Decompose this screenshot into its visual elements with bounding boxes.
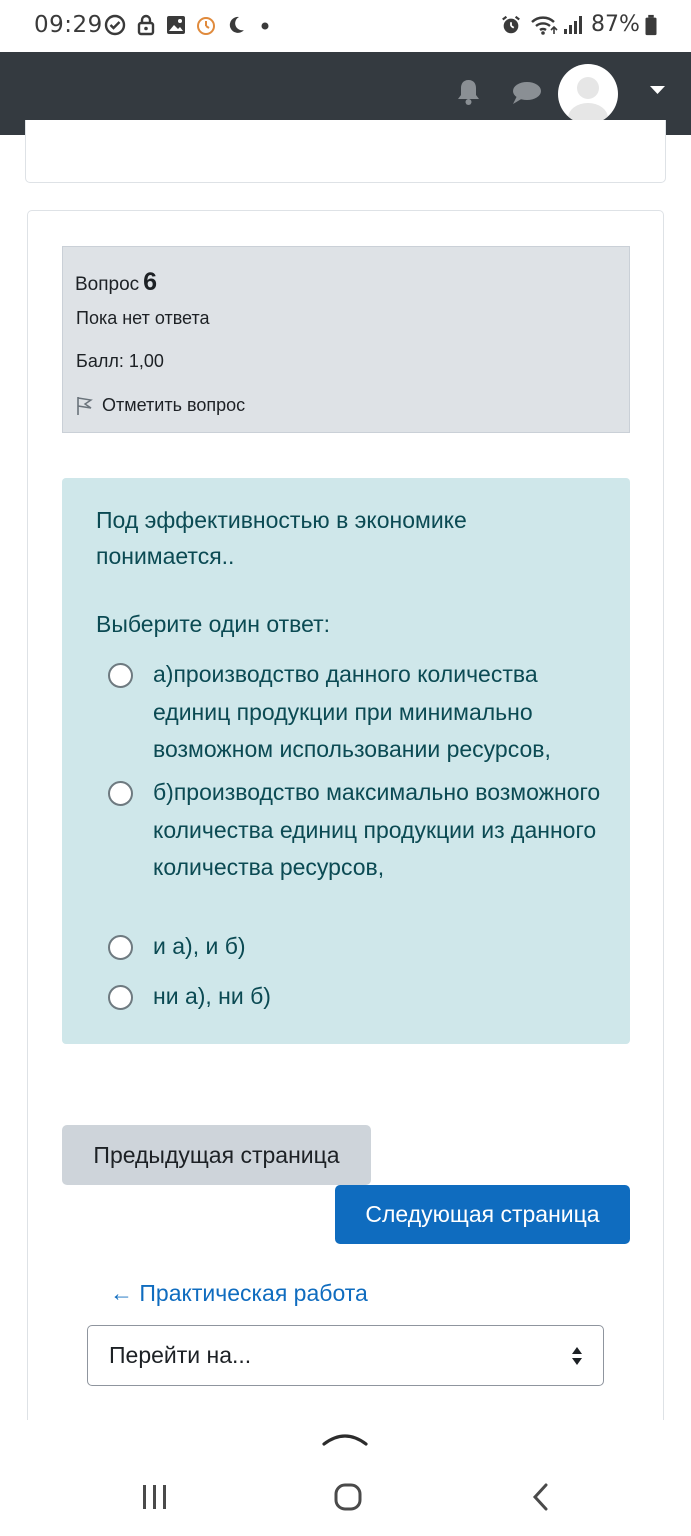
radio-button[interactable] <box>108 663 133 688</box>
battery-level: 87% <box>591 12 640 37</box>
jump-to-select[interactable] <box>87 1325 604 1386</box>
battery-icon <box>643 14 659 36</box>
answer-option-label[interactable]: а)производство данного количества единиц продукции при минимально возможном использовании ресурсов, <box>153 661 551 762</box>
question-number: 6 <box>143 268 158 296</box>
answer-option[interactable] <box>108 660 608 769</box>
answer-option[interactable] <box>108 932 608 966</box>
answer-prompt: Выберите один ответ: <box>96 611 331 637</box>
alarm-icon <box>500 14 522 36</box>
bell-icon[interactable] <box>455 77 482 107</box>
answer-option-label[interactable]: ни а), ни б) <box>153 983 271 1009</box>
signal-icon <box>562 14 584 36</box>
recent-apps-icon[interactable] <box>141 1482 169 1512</box>
next-page-button[interactable]: Следующая страница <box>335 1185 630 1244</box>
select-arrows-icon <box>571 1345 583 1367</box>
jump-to-value: Перейти на... <box>109 1342 252 1368</box>
system-navigation-bar <box>0 1420 691 1536</box>
flag-question-link[interactable] <box>76 395 245 416</box>
home-icon[interactable] <box>333 1482 363 1512</box>
dot-icon <box>256 14 278 36</box>
question-text: Под эффективностью в экономике понимается.. <box>96 507 467 569</box>
radio-button[interactable] <box>108 781 133 806</box>
moon-icon <box>225 14 247 36</box>
answer-option-label[interactable]: б)производство максимально возможного количества единиц продукции из данного количества ресурсов, <box>153 779 601 880</box>
timer-icon <box>195 14 217 36</box>
radio-button[interactable] <box>108 985 133 1010</box>
clock: 09:29 <box>34 12 103 38</box>
chevron-up-icon[interactable] <box>322 1432 368 1446</box>
status-bar <box>0 0 691 52</box>
question-state: Пока нет ответа <box>76 308 210 328</box>
check-circle-icon <box>104 14 126 36</box>
answer-option[interactable] <box>108 982 608 1016</box>
caret-down-icon[interactable] <box>650 86 665 95</box>
image-icon <box>165 14 187 36</box>
question-grade: Балл: 1,00 <box>76 351 164 371</box>
answer-option-label[interactable]: и а), и б) <box>153 933 246 959</box>
question-title <box>75 268 157 297</box>
chat-icon[interactable] <box>511 80 542 107</box>
avatar[interactable] <box>558 64 618 124</box>
back-icon[interactable] <box>530 1482 552 1512</box>
user-silhouette-icon <box>558 64 618 124</box>
wifi-icon <box>530 14 560 36</box>
radio-button[interactable] <box>108 935 133 960</box>
flag-question-label: Отметить вопрос <box>102 395 246 415</box>
previous-page-button[interactable]: Предыдущая страница <box>62 1125 371 1185</box>
back-to-activity-link[interactable]: ← Практическая работа <box>110 1280 368 1306</box>
previous-question-card <box>25 120 666 183</box>
lock-icon <box>135 14 157 36</box>
answer-option[interactable] <box>108 778 608 887</box>
flag-icon <box>76 396 93 416</box>
question-label: Вопрос <box>75 274 140 295</box>
